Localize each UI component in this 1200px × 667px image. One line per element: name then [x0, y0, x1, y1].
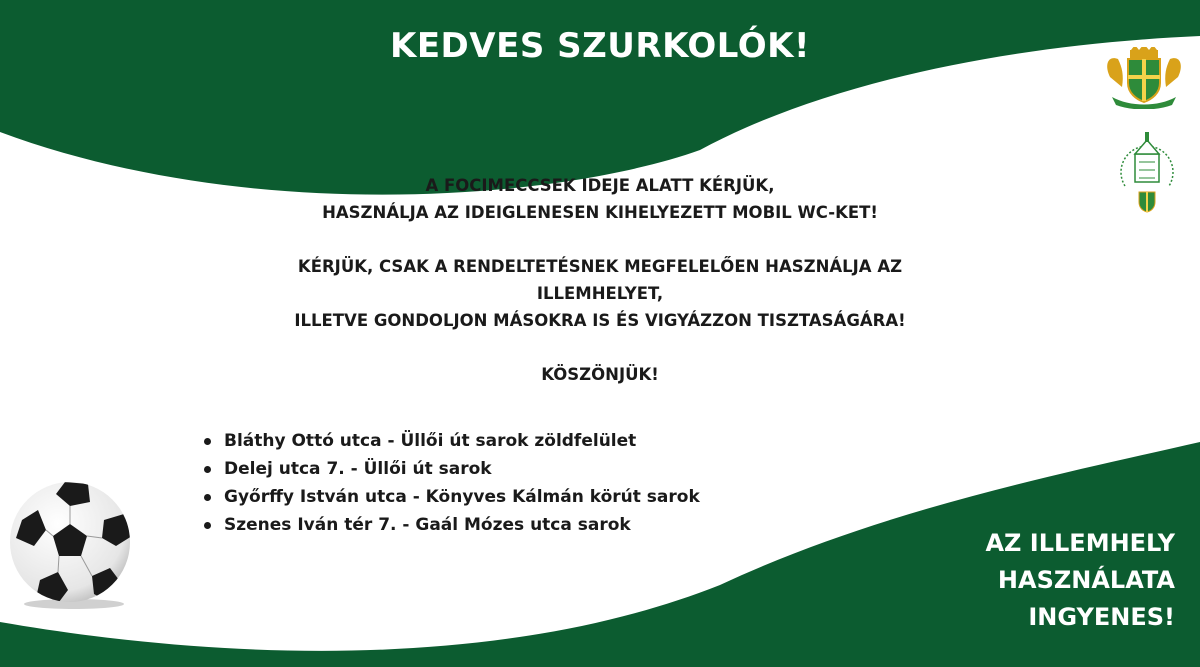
location-list — [200, 427, 700, 539]
free-line-3: INGYENES! — [1028, 603, 1175, 631]
organization-seal-icon — [1117, 126, 1177, 214]
free-line-1: AZ ILLEMHELY — [985, 529, 1175, 557]
list-item: Győrffy István utca - Könyves Kálmán körút sarok — [200, 483, 700, 511]
list-item: Bláthy Ottó utca - Üllői út sarok zöldfelület — [200, 427, 700, 455]
notice-text — [180, 172, 1020, 388]
coat-of-arms-icon — [1100, 47, 1188, 109]
notice-line-2: HASZNÁLJA AZ IDEIGLENESEN KIHELYEZETT MOBIL WC-KET! — [322, 203, 878, 222]
notice-line-4: ILLEMHELYET, — [536, 284, 664, 303]
list-item: Szenes Iván tér 7. - Gaál Mózes utca sarok — [200, 511, 700, 539]
notice-line-1: A FOCIMECCSEK IDEJE ALATT KÉRJÜK, — [425, 176, 775, 195]
notice-line-3: KÉRJÜK, CSAK A RENDELTETÉSNEK MEGFELELŐEN HASZNÁLJA AZ — [297, 257, 903, 276]
thanks-text: KÖSZÖNJÜK! — [541, 365, 659, 384]
football-icon — [8, 480, 138, 610]
free-line-2: HASZNÁLATA — [997, 566, 1175, 594]
free-use-notice — [935, 525, 1175, 636]
list-item: Delej utca 7. - Üllői út sarok — [200, 455, 700, 483]
page-title: KEDVES SZURKOLÓK! — [389, 26, 811, 66]
notice-line-5: ILLETVE GONDOLJON MÁSOKRA IS ÉS VIGYÁZZON TISZTASÁGÁRA! — [294, 311, 906, 330]
